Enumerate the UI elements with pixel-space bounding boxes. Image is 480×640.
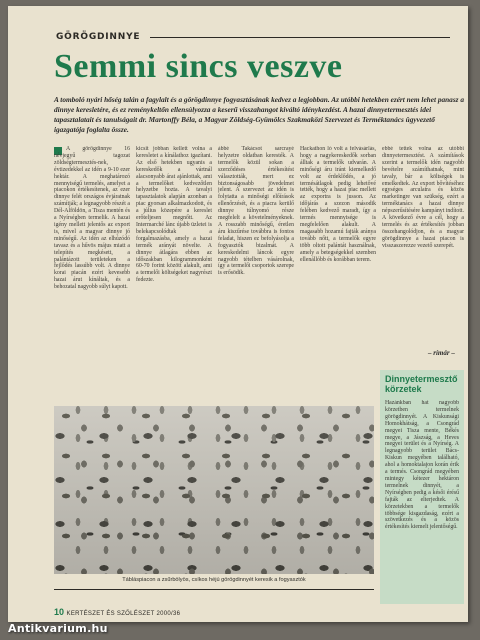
article-column-4: Hackathon ló volt a felvásárlás, hogy a nagykereskedők sorban álltak a termelők udvarán. A minőségi áru iránt kiemelkedő volt az érdeklődés, a jó termésátlagok pedig lehetővé tették, hogy a hazai piac mellett az exportra is jusson. Az időjárás a szezon második felében kedvező maradt, így a termés mennyisége is megfelelően alakult. A magasabb hozamú fajták aránya tovább nőtt, a termelők egyre több oltott palántát használnak, amely a betegségekkel szemben ellenállóbb és korábban terem. xyxy=(300,146,376,263)
page-footer xyxy=(54,607,180,617)
author-signature: – rímár – xyxy=(428,349,455,357)
page-number: 10 xyxy=(54,607,65,617)
section-label: GÖRÖGDINNYE xyxy=(56,32,141,42)
article-column-5: ebbé tettek volna az utóbbi dinnyetermesztést. A számítások szerint a termelők idén nagyobb bevételre számíthatnak, mint tavaly, bár a költségek is emelkedtek. Az export bővítéséhez egységes arculatra és közös marketingre van szükség, ezért a terméktanács a hazai dinnye népszerűsítésére kampányt indított. A következő évre a cél, hogy a termelés és az értékesítés jobban összehangolódjon, és a magyar görögdinnye a hazai piacon is visszaszerezze vezető szerepét. xyxy=(382,146,464,249)
article-column-1: A görögdinnye 16 névjegyű tagozat zöldségtermesztés-nek, évtizedekkel az idén a 9-10 ezer hektár. A meghatározó mennyiségű termelés, amelyet a piacokon értékesítenek, az ezer dinnye felét országos évjáratnak számítják; a legnagyobb részét a Dél-Alföldön, a Tisza mentén és a Nyírségben termelik. A hazai igény mellett jelentős az export is, mivel a magyar dinnye jó minőségű. Az idén az elhúzódó tavasz és a hűvös május miatt a telepítés megkésett, a palántázott területeken a fejlődés lassúbb volt. A dinnye korai piacán ezért kevesebb hazai árut kínáltak, és a behozatal nagyobb súlyt kapott. xyxy=(54,146,130,291)
sidebar-title: Dinnyetermesztő körzetek xyxy=(385,374,458,394)
section-rule xyxy=(150,37,450,38)
watermark-logo: Antikvarium.hu xyxy=(8,622,108,635)
page-title: Semmi sincs veszve xyxy=(54,48,343,85)
article-column-3: ábbé Takácsot sarcrayé helyzetre oldatban keresték. A termelők közül sokan a szerződéses értékesítést választották, mert ez biztonságosabb jövedelmet jelent. A szervezet az idén is folytatta a minőségi előírások ellenőrzését, és a piacra kerülő dinnye túlnyomó része megfelelt a követelményeknek. A rosszabb minőségű, éretlen áru kiszűrése továbbra is fontos feladat, hiszen ez befolyásolja a fogyasztók bizalmát. A kereskedelmi láncok egyre nagyobb tételben vásárolnak, így a termelői csoportok szerepe is erősödik. xyxy=(218,146,294,277)
article-column-2: kicsit jobban kellett volna a keresletet a kínálathoz igazítani. Az első hetekben ugyanis a kereskedők a vártnál alacsonyabb árat ajánlottak, ami a termelőket kedvezőtlen helyzetbe hozta. A tavalyi tapasztalatok alapján azonban a piac gyorsan alkalmazkodott, és a július közepére a kereslet erőteljesen megnőtt. Az Intermarché lánc újabb üzletei is belekapcsolódtak a forgalmazásba, amely a hazai termék arányát növelte. A dinnye átlagára ebben az időszakban kilogrammonként 60-70 forint között alakult, ami a termelői költségeket nagyrészt fedezte. xyxy=(136,146,212,284)
lead-paragraph: A tomboló nyári hőség talán a fagylalt és a görögdinnye fogyasztásának kedvez a legjobban. Az utóbbi hetekben ezért nem lehet panasz a dinnye keresletére, és ez reménykeltőn ellensúlyozza a keserű visszahangot kiváltó idénykezdést. A hazai dinnyetermesztés idei tapasztalatait és tanulságait dr. Martonffy Béla, a Magyar Zöldség-Gyümölcs Szakmaközi Szervezet és Terméktanács ügyvezető igazgatója foglalta össze. xyxy=(54,95,464,134)
sidebar-text: Hazánkban hat nagyobb körzetben termelnek görögdinnyét. A Kiskunsági Homokhátság, a Csongrád megyei Tisza mente, Békés megye, a Jászság, a Heves megyei terület és a Nyírség. A legnagyobb terület Bács-Kiskun megyében található, ahol a homoktalajon korán érik a termés. Csongrád megyében mintegy kétezer hektáron termelnek dinnyét, a Nyírségben pedig a késői érésű fajták az elterjedtek. A körzetekben a termelők többsége kisgazdaság, ezért a szövetkezés és a közös értékesítés kiemelt jelentőségű. xyxy=(385,400,459,531)
watermelon-field-photo xyxy=(54,406,374,574)
footer-rule xyxy=(54,589,374,590)
magazine-page xyxy=(8,6,468,622)
magazine-name: KERTÉSZET ÉS SZŐLÉSZET 2000/36 xyxy=(66,611,181,617)
photo-caption: Tábláspiacon a zsűrbölyös, csíkos héjú görögdinnyét keresik a fogyasztók xyxy=(122,577,306,583)
sidebar-box xyxy=(380,370,464,604)
photo-shade xyxy=(54,406,374,574)
article-body xyxy=(54,146,464,406)
